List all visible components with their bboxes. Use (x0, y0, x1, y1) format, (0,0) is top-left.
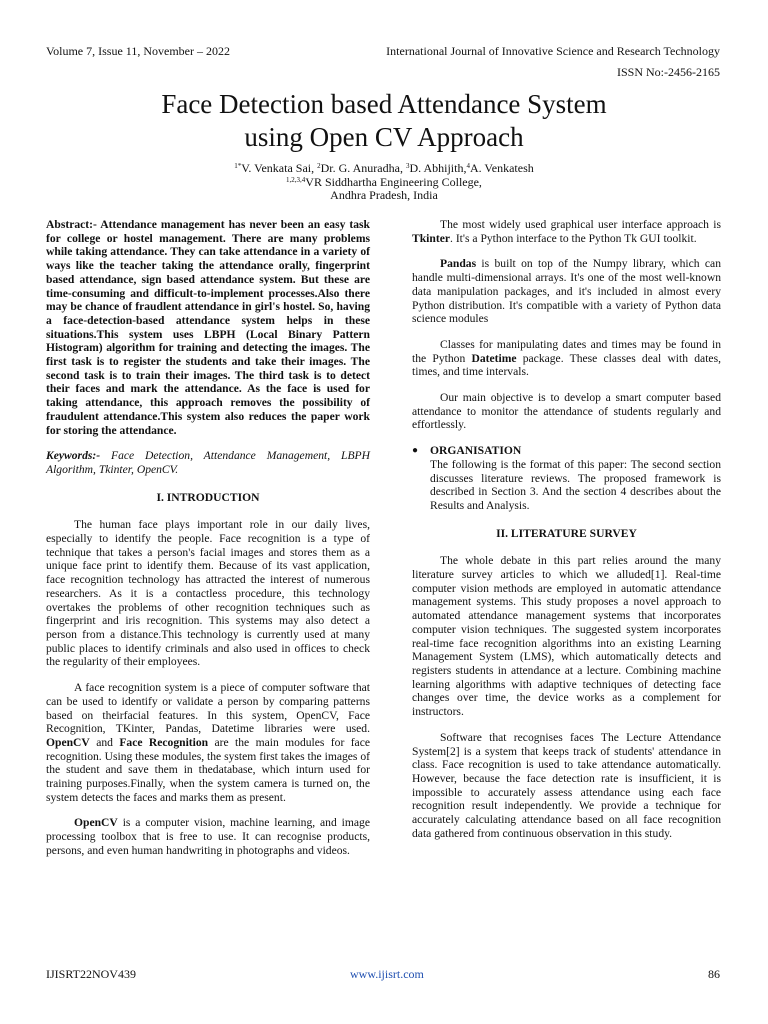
author-location: Andhra Pradesh, India (330, 188, 438, 202)
organisation-body (430, 444, 721, 513)
text-run: . It's a Python interface to the Python Tk GUI toolkit. (450, 231, 697, 245)
title-line-2: using Open CV Approach (244, 122, 524, 152)
author-sup: 4 (466, 162, 470, 170)
author-names (0, 162, 768, 176)
bold-term: Pandas (440, 257, 477, 271)
right-column (412, 218, 721, 840)
abstract: Abstract:- Attendance management has never been an easy task for college or hostel management. There are many problems while taking attendance. They can take attendance in a variety of ways like the teacher taking the attendance orally, fingerprint based attendance, sign based attendance system. But these are time-consuming and difficult-to-implement processes.Also there may be chance of fraudlent attendance in girl's hostel. So, having a face-detection-based attendance system helps in these situations.This system uses LBPH (Local Binary Pattern Histogram) algorithm for training and detecting the images. The first task is to register the students and take their images. The second task is to train their images. The third task is to detect their faces and mark the attendance. As the face is used for taking attendance, this approach removes the possibility of fraudulent attendance.This system also reduces the paper work for storing the attendance. (46, 218, 370, 437)
text-run: package. These classes deal with dates, times, and time intervals. (412, 351, 721, 379)
keywords-text: Face Detection, Attendance Management, LBPH Algorithm, Tkinter, OpenCV. (46, 449, 370, 476)
text-run: is built on top of the Numpy library, which can handle multi-dimensional arrays. It's one of the most well-known data manipulation packages, and it's included in almost every Python distribution. It's compatible with a variety of Python data science modules (412, 257, 721, 326)
literature-paragraph-2: Software that recognises faces The Lecture Attendance System[2] is a system that keeps track of students' attendance in class. Face recognition is used to take attendance automatically. However, because the face detection rate is insufficient, it is impossible to accurately assess attendance using each face recognition result independently. We provide a technique for accurately calculating attendance based on all face recognition data gathered from continuous observation in this study. (412, 730, 721, 840)
affil-sup: 1,2,3,4 (286, 175, 306, 184)
right-paragraph-objective: Our main objective is to develop a smart computer based attendance to monitor the attendance of students regularly and effortlessly. (412, 391, 721, 432)
paper-title (0, 88, 768, 154)
page-number: 86 (708, 967, 720, 981)
text-run: Classes for manipulating dates and times may be found in the Python (412, 337, 721, 365)
organisation-bullet (412, 444, 721, 513)
author-sup: 2 (317, 162, 321, 170)
text-run: and (89, 735, 120, 749)
author-block (0, 162, 768, 203)
text-run: The most widely used graphical user interface approach is (440, 218, 721, 231)
text-run: are the main modules for face recognition. Using these modules, the system first takes the images of the student and save them in thedatabase, which inturn used for training purposes.Finally, when the system camera is turned on, the system detects the faces and marks them as present. (46, 735, 370, 804)
author-sup: 3 (405, 162, 410, 170)
volume-info: Volume 7, Issue 11, November – 2022 (46, 44, 230, 58)
bold-term: OpenCV (74, 816, 118, 830)
author-name: V. Venkata Sai, (241, 161, 318, 175)
bold-term: Face Recognition (119, 735, 209, 749)
section-heading-literature-survey: II. LITERATURE SURVEY (496, 526, 637, 540)
text-run: A face recognition system is a piece of computer software that can be used to identify or validate a person by comparing patterns based on theirfacial features. In this system, OpenCV, Face Recognition, TKinter, Pandas, Datetime libraries were used. (46, 681, 370, 736)
bold-term: Datetime (471, 351, 517, 365)
keywords (46, 449, 370, 476)
author-affiliation (0, 176, 768, 190)
affil-name: VR Siddhartha Engineering College, (305, 174, 482, 189)
author-name: D. Abhijith, (409, 161, 467, 175)
text-run: is a computer vision, machine learning, and image processing toolbox that is free to use. It can recognise products, persons, and even human handwriting in photographs and videos. (46, 816, 370, 857)
author-sup: 1* (234, 162, 242, 170)
bold-term: Tkinter (412, 231, 451, 245)
keywords-label: Keywords:- (46, 449, 101, 463)
right-paragraph-tkinter (412, 218, 721, 245)
organisation-text: The following is the format of this paper: The second section discusses literature reviews. The proposed framework is described in Section 3. And the section 4 describes about the Results and Analysis. (430, 457, 721, 512)
issn: ISSN No:-2456-2165 (616, 65, 720, 79)
organisation-heading: ORGANISATION (430, 444, 522, 458)
footer-paper-id: IJISRT22NOV439 (46, 967, 136, 981)
bullet-icon: ● (412, 445, 419, 457)
intro-paragraph-3 (46, 816, 370, 857)
left-column (46, 218, 370, 858)
title-line-1: Face Detection based Attendance System (161, 89, 607, 119)
footer-website-link[interactable]: www.ijisrt.com (350, 967, 424, 981)
section-heading-introduction: I. INTRODUCTION (156, 490, 260, 504)
intro-paragraph-1: The human face plays important role in our daily lives, especially to identify the people. Face recognition is a type of technique that takes a person's facial images and stores them as a unique face print to identify them. Because of its vast application, face recognition technology has attracted the interest of numerous researchers. As it is a contactless procedure, this technology overtakes the problems of other recognition techniques such as fingerprint and iris recognition. This systems may also detect a person from a distance.This technology is currently used at many public places to identify criminals and also used in offices to check the regularity of their employees. (46, 518, 370, 669)
journal-name: International Journal of Innovative Science and Research Technology (386, 44, 720, 58)
literature-paragraph-1: The whole debate in this part relies around the many literature survey articles to which we alluded[1]. Real-time computer vision methods are employed in automatic attendance management systems. This study proposes a novel approach to automated attendance management systems that incorporates computer vision techniques. The suggested system incorporates real-time face recognition algorithms into an existing Learning Management System (LMS), which automatically detects and registers students in attendance at a lecture. Combining machine learning algorithms with adaptive techniques of detecting face changes over time, the device works as a complement for instructors. (412, 554, 721, 719)
bold-term: OpenCV (46, 735, 90, 749)
author-name: A. Venkatesh (469, 161, 534, 175)
author-name: Dr. G. Anuradha, (320, 161, 406, 175)
right-paragraph-pandas (412, 257, 721, 326)
right-paragraph-datetime (412, 338, 721, 379)
intro-paragraph-2 (46, 681, 370, 804)
